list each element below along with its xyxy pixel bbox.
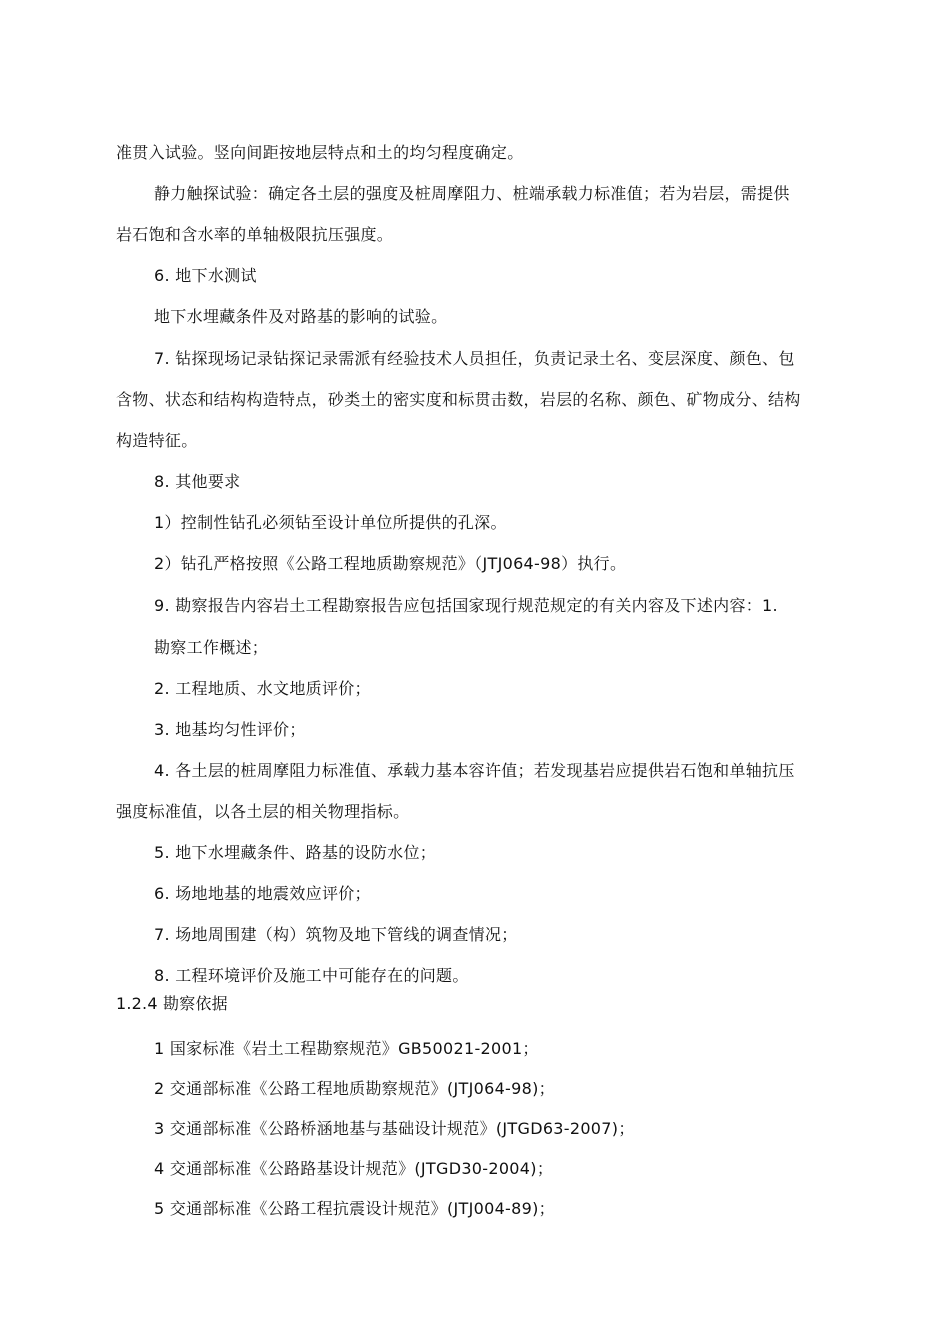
section-heading: 8. 其他要求 <box>154 472 241 491</box>
reference-item: 3 交通部标准《公路桥涵地基与基础设计规范》(JTGD63-2007)； <box>154 1119 635 1138</box>
section-heading: 6. 地下水测试 <box>154 266 257 285</box>
list-item: 4. 各土层的桩周摩阻力标准值、承载力基本容许值；若发现基岩应提供岩石饱和单轴抗压 <box>154 761 795 780</box>
paragraph-line: 强度标准值，以各土层的相关物理指标。 <box>116 802 410 821</box>
reference-item: 1 国家标准《岩土工程勘察规范》GB50021-2001； <box>154 1039 539 1058</box>
paragraph-line: 含物、状态和结构构造特点，砂类土的密实度和标贯击数，岩层的名称、颜色、矿物成分、结构 <box>116 390 801 409</box>
paragraph-line: 7. 钻探现场记录钻探记录需派有经验技术人员担任，负责记录土名、变层深度、颜色、包 <box>154 349 795 368</box>
list-item: 7. 场地周围建（构）筑物及地下管线的调查情况； <box>154 925 518 944</box>
subsection-heading: 1.2.4 勘察依据 <box>116 994 228 1013</box>
reference-item: 2 交通部标准《公路工程地质勘察规范》(JTJ064-98)； <box>154 1079 555 1098</box>
paragraph-line: 岩石饱和含水率的单轴极限抗压强度。 <box>116 225 394 244</box>
paragraph-line: 构造特征。 <box>116 431 198 450</box>
paragraph-line: 勘察工作概述； <box>154 638 269 657</box>
list-item: 2）钻孔严格按照《公路工程地质勘察规范》（JTJ064-98）执行。 <box>154 554 627 573</box>
reference-item: 4 交通部标准《公路路基设计规范》(JTGD30-2004)； <box>154 1159 554 1178</box>
list-item: 5. 地下水埋藏条件、路基的设防水位； <box>154 843 437 862</box>
list-item: 2. 工程地质、水文地质评价； <box>154 679 371 698</box>
list-item: 3. 地基均匀性评价； <box>154 720 306 739</box>
list-item: 6. 场地地基的地震效应评价； <box>154 884 371 903</box>
reference-item: 5 交通部标准《公路工程抗震设计规范》(JTJ004-89)； <box>154 1199 555 1218</box>
list-item: 1）控制性钻孔必须钻至设计单位所提供的孔深。 <box>154 513 507 532</box>
paragraph-line: 9. 勘察报告内容岩土工程勘察报告应包括国家现行规范规定的有关内容及下述内容：1. <box>154 596 778 615</box>
paragraph-line: 地下水埋藏条件及对路基的影响的试验。 <box>154 307 448 326</box>
list-item: 8. 工程环境评价及施工中可能存在的问题。 <box>154 966 469 985</box>
paragraph-line: 准贯入试验。竖向间距按地层特点和土的均匀程度确定。 <box>116 143 524 162</box>
paragraph-line: 静力触探试验：确定各土层的强度及桩周摩阻力、桩端承载力标准值；若为岩层，需提供 <box>154 184 790 203</box>
